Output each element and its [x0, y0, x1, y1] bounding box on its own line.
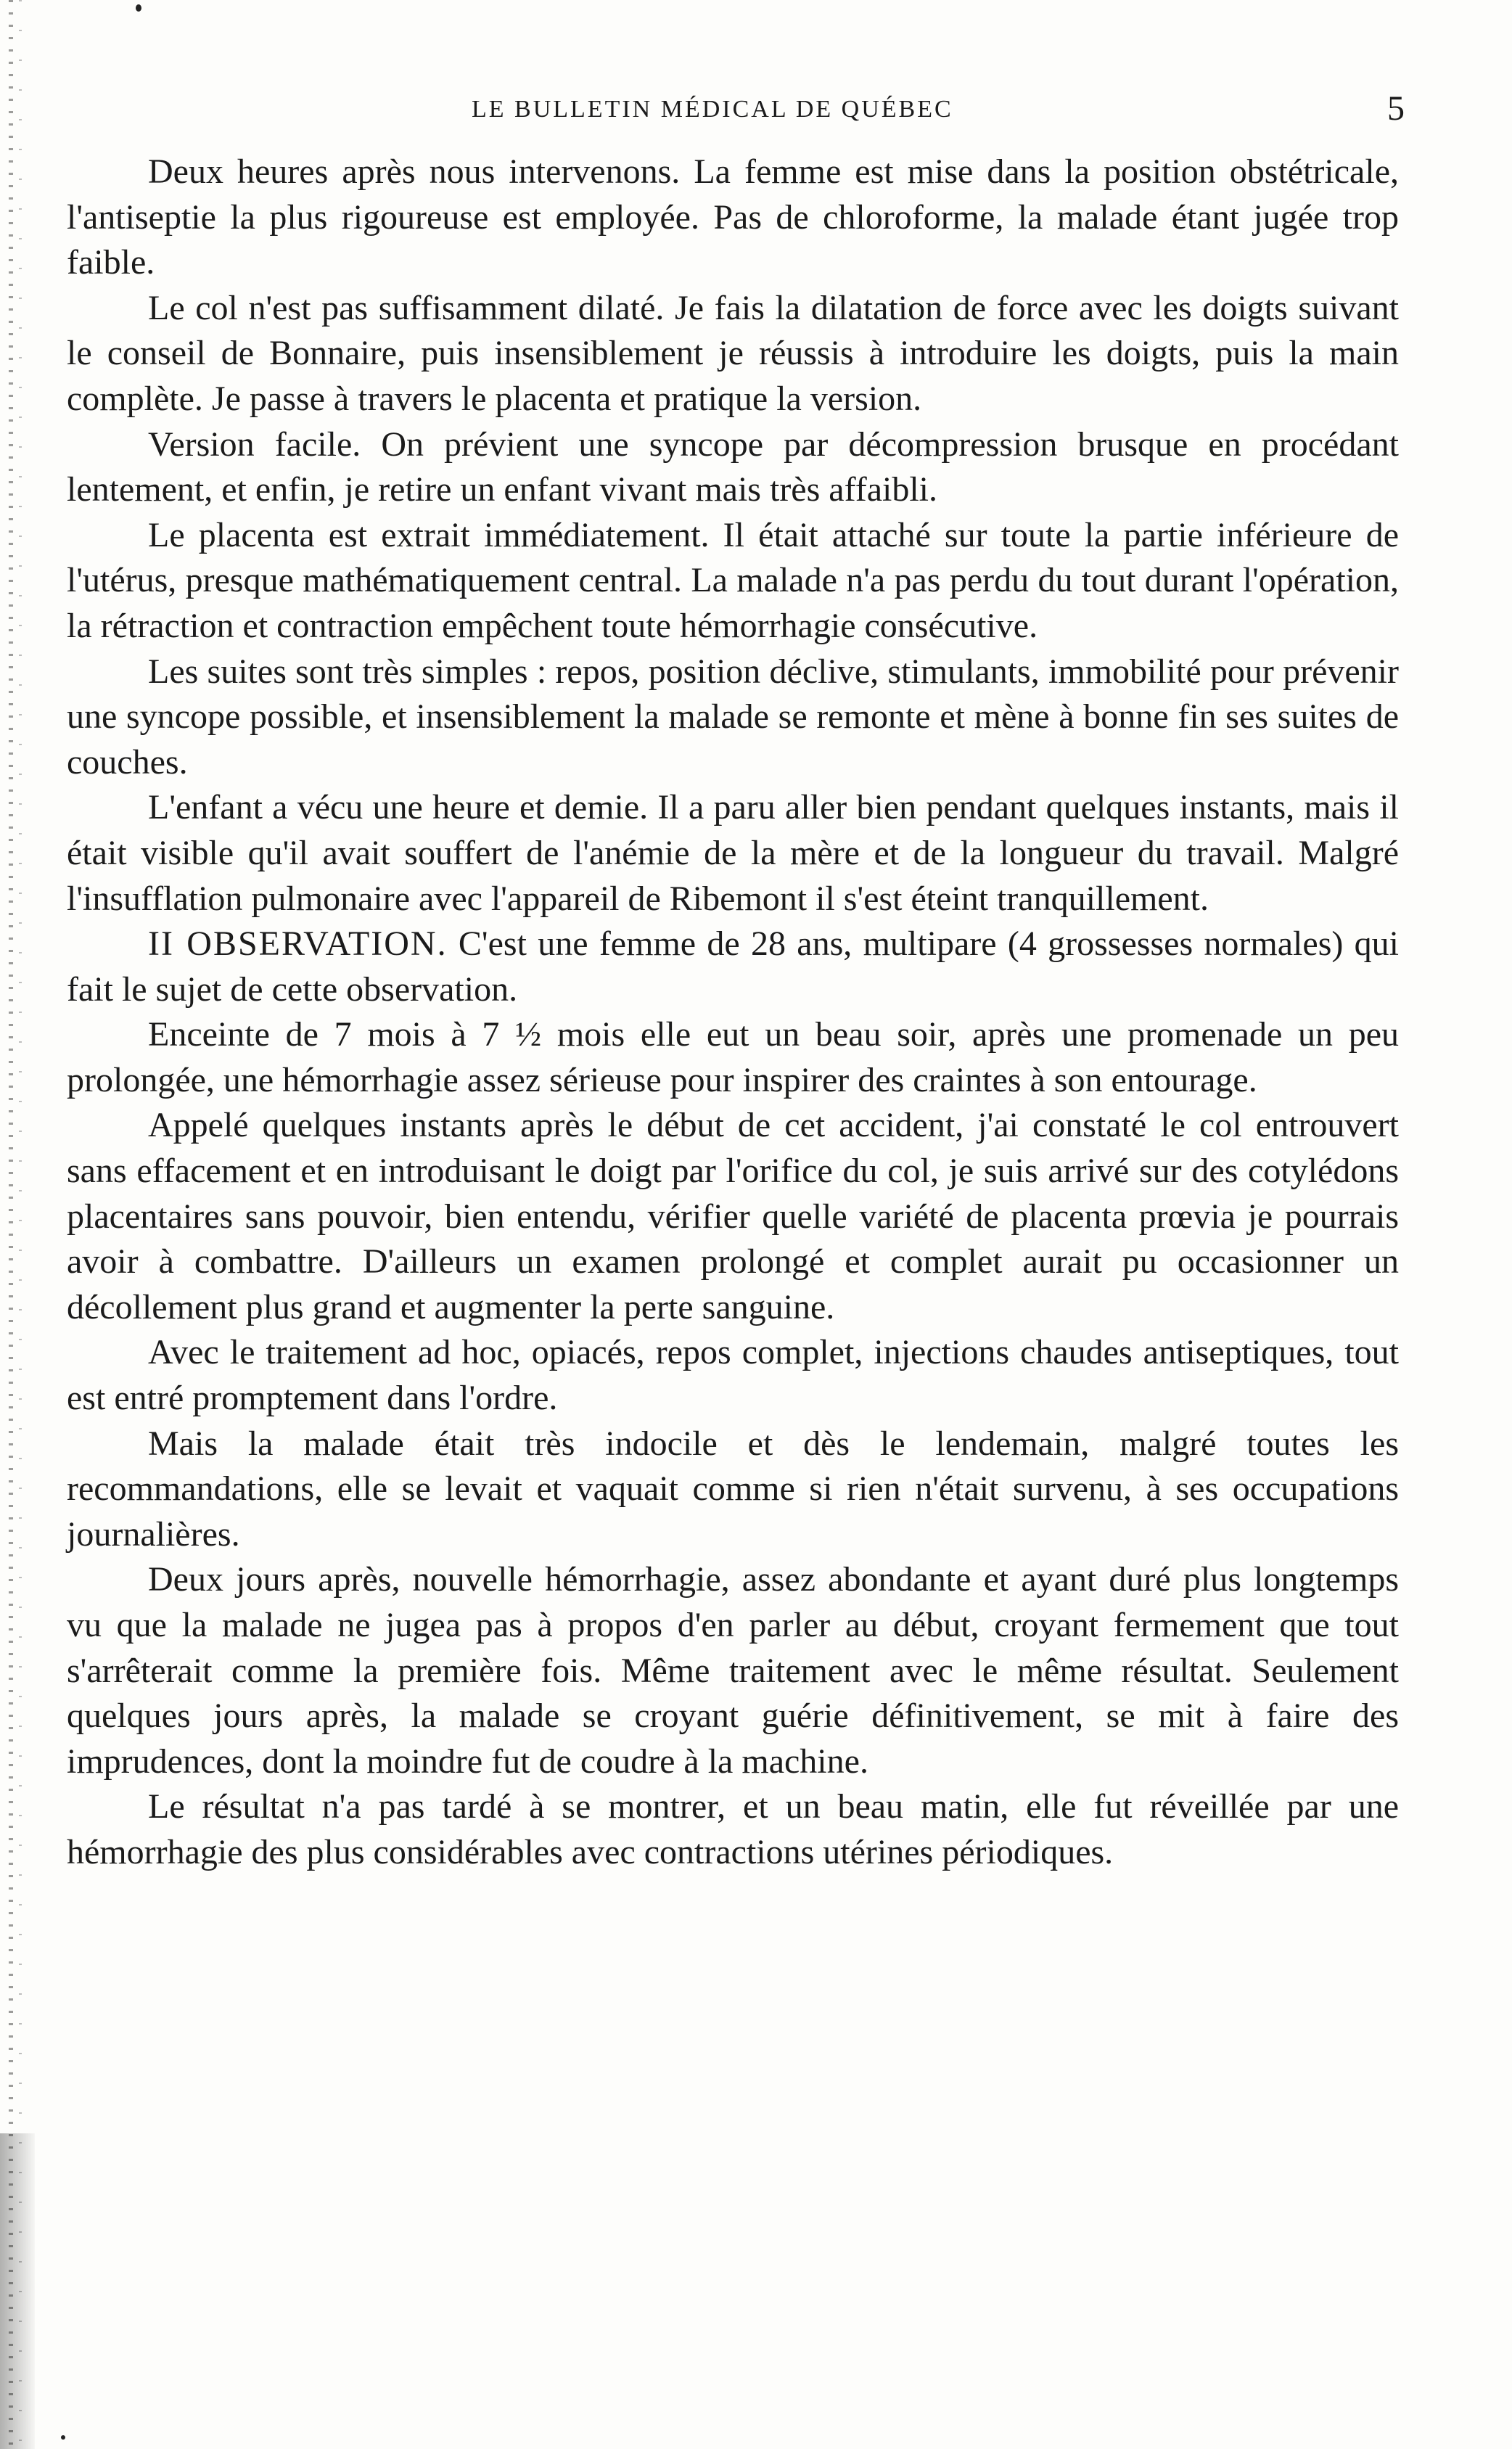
paragraph: Le résultat n'a pas tardé à se montrer, et un beau matin, elle fut réveillée par une hémorrhagie des plus considérables avec contractions utérines périodiques.	[67, 1787, 1399, 1871]
paragraph: Le placenta est extrait immédiatement. Il était attaché sur toute la partie inférieure de l'utérus, presque mathématiquement central. La malade n'a pas perdu du tout durant l'opération, la rétraction et contraction empêchent toute hémorrhagie consécutive.	[67, 515, 1399, 645]
paragraph: Le col n'est pas suffisamment dilaté. Je fais la dilatation de force avec les doigts suivant le conseil de Bonnaire, puis insensiblement je réussis à introduire les doigts, puis la main complète. Je passe à travers le placenta et pratique la version.	[67, 288, 1399, 418]
scan-edge-bottom-shadow	[0, 2133, 35, 2449]
paragraph: Deux jours après, nouvelle hémorrhagie, assez abondante et ayant duré plus longtemps vu que la malade ne jugea pas à propos d'en parler au début, croyant fermement que tout s'arrêterait comme la première fois. Même traitement avec le même résultat. Seulement quelques jours après, la malade se croyant guérie définitivement, se mit à faire des imprudences, dont la moindre fut de coudre à la machine.	[67, 1560, 1399, 1781]
running-head: LE BULLETIN MÉDICAL DE QUÉBEC	[472, 96, 953, 123]
ink-speck-top	[136, 4, 141, 12]
scan-edge-shadow	[0, 0, 26, 2449]
ink-speck-bottom	[61, 2435, 65, 2440]
paragraph: L'enfant a vécu une heure et demie. Il a paru aller bien pendant quelques instants, mais il était visible qu'il avait souffert de l'anémie de la mère et de la longueur du travail. Malgré l'insufflation pulmonaire avec l'appareil de Ribemont il s'est éteint tranquillement.	[67, 788, 1399, 918]
paragraph: Version facile. On prévient une syncope par décompression brusque en procédant lentement, et enfin, je retire un enfant vivant mais très affaibli.	[67, 424, 1399, 509]
paragraph: Enceinte de 7 mois à 7 ½ mois elle eut un beau soir, après une promenade un peu prolongée, une hémorrhagie assez sérieuse pour inspirer des craintes à son entourage.	[67, 1015, 1399, 1099]
body-text	[67, 149, 1399, 2384]
page-number: 5	[1387, 89, 1405, 128]
page-header	[80, 91, 1408, 128]
paragraph: Appelé quelques instants après le début de cet accident, j'ai constaté le col entrouvert sans effacement et en introduisant le doigt par l'orifice du col, je suis arrivé sur des cotylédons placentaires sans pouvoir, bien entendu, vérifier quelle variété de placenta prœvia je pourrais avoir à combattre. D'ailleurs un examen prolongé et complet aurait pu occasionner un décollement plus grand et augmenter la perte sanguine.	[67, 1106, 1399, 1326]
paragraph: Les suites sont très simples : repos, position déclive, stimulants, immobilité pour prévenir une syncope possible, et insensiblement la malade se remonte et mène à bonne fin ses suites de couches.	[67, 652, 1399, 782]
paragraph: Deux heures après nous intervenons. La femme est mise dans la position obstétricale, l'antiseptie la plus rigoureuse est employée. Pas de chloroforme, la malade étant jugée trop faible.	[67, 152, 1399, 282]
observation-paragraph	[67, 922, 1399, 1012]
paragraph: Mais la malade était très indocile et dès le lendemain, malgré toutes les recommandations, elle se levait et vaquait comme si rien n'était survenu, à ses occupations journalières.	[67, 1424, 1399, 1554]
observation-text: C'est une femme de 28 ans, multipare (4 grossesses normales) qui fait le sujet de cette observation.	[67, 924, 1399, 1009]
paragraph: Avec le traitement ad hoc, opiacés, repos complet, injections chaudes antiseptiques, tout est entré promptement dans l'ordre.	[67, 1333, 1399, 1418]
observation-label: II OBSERVATION.	[148, 924, 448, 964]
